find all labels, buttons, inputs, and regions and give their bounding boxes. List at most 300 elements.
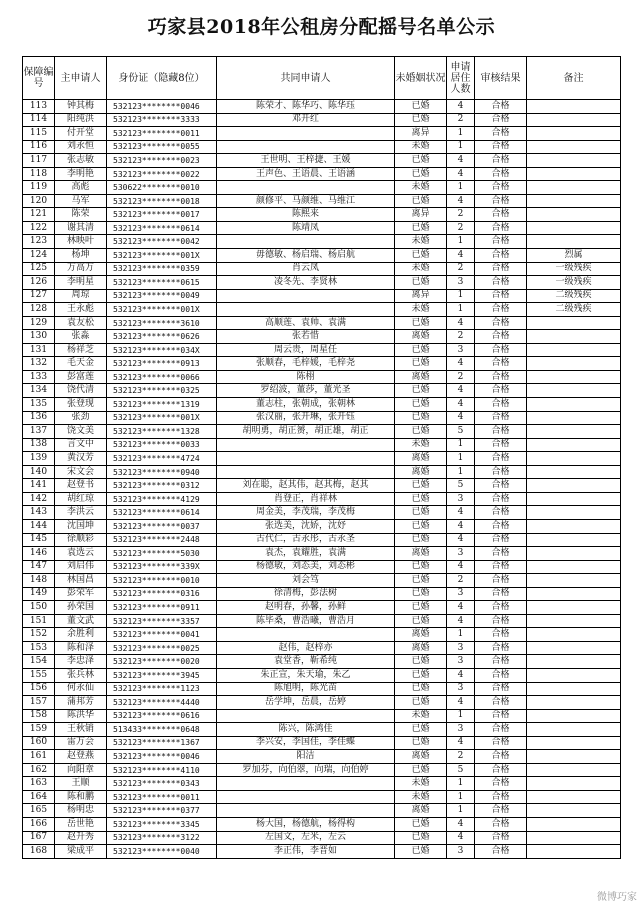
cell-persons: 3 — [447, 276, 475, 290]
cell-remark — [527, 845, 621, 859]
cell-persons: 5 — [447, 425, 475, 439]
table-row — [23, 533, 621, 547]
cell-idcard: 532123********1319 — [107, 398, 217, 412]
cell-remark — [527, 452, 621, 466]
cell-marital: 已婚 — [395, 601, 447, 615]
cell-result: 合格 — [475, 140, 527, 154]
cell-idcard: 532123********0033 — [107, 438, 217, 452]
table-header-row — [23, 57, 621, 100]
cell-marital: 已婚 — [395, 167, 447, 181]
cell-persons: 3 — [447, 587, 475, 601]
cell-applicant: 李忠泽 — [55, 655, 107, 669]
cell-id: 114 — [23, 113, 55, 127]
cell-id: 162 — [23, 763, 55, 777]
table-row — [23, 425, 621, 439]
cell-marital: 已婚 — [395, 763, 447, 777]
cell-applicant: 付开堂 — [55, 127, 107, 141]
cell-persons: 1 — [447, 790, 475, 804]
cell-applicant: 林国昌 — [55, 574, 107, 588]
cell-marital: 已婚 — [395, 560, 447, 574]
cell-coapplicants — [217, 452, 395, 466]
table-row — [23, 140, 621, 154]
cell-remark — [527, 330, 621, 344]
cell-marital: 已婚 — [395, 533, 447, 547]
cell-result: 合格 — [475, 113, 527, 127]
cell-persons: 2 — [447, 221, 475, 235]
cell-id: 124 — [23, 249, 55, 263]
cell-id: 134 — [23, 384, 55, 398]
cell-result: 合格 — [475, 763, 527, 777]
cell-remark — [527, 438, 621, 452]
cell-applicant: 向阳章 — [55, 763, 107, 777]
cell-coapplicants: 左国文，左米，左云 — [217, 831, 395, 845]
cell-marital: 已婚 — [395, 736, 447, 750]
cell-marital: 已婚 — [395, 587, 447, 601]
cell-coapplicants: 陈毕桑，曹浩曦，曹浩月 — [217, 614, 395, 628]
cell-remark — [527, 763, 621, 777]
cell-remark — [527, 492, 621, 506]
cell-persons: 4 — [447, 601, 475, 615]
cell-idcard: 513433********0648 — [107, 723, 217, 737]
cell-idcard: 532123********0055 — [107, 140, 217, 154]
table-row — [23, 492, 621, 506]
cell-id: 168 — [23, 845, 55, 859]
cell-id: 128 — [23, 303, 55, 317]
table-row — [23, 547, 621, 561]
table-row — [23, 628, 621, 642]
cell-persons: 1 — [447, 465, 475, 479]
cell-coapplicants — [217, 127, 395, 141]
table-row — [23, 384, 621, 398]
cell-coapplicants: 高顺莲、袁帅、袁满 — [217, 316, 395, 330]
table-row — [23, 817, 621, 831]
cell-id: 156 — [23, 682, 55, 696]
cell-result: 合格 — [475, 384, 527, 398]
cell-idcard: 532123********3333 — [107, 113, 217, 127]
table-row — [23, 289, 621, 303]
col-header-applicant: 主申请人 — [55, 57, 107, 100]
cell-id: 157 — [23, 696, 55, 710]
cell-id: 113 — [23, 100, 55, 114]
cell-applicant: 赵登燕 — [55, 750, 107, 764]
cell-persons: 1 — [447, 628, 475, 642]
cell-remark — [527, 696, 621, 710]
cell-marital: 离婚 — [395, 370, 447, 384]
cell-id: 140 — [23, 465, 55, 479]
cell-marital: 已婚 — [395, 154, 447, 168]
cell-id: 158 — [23, 709, 55, 723]
cell-coapplicants — [217, 181, 395, 195]
cell-result: 合格 — [475, 357, 527, 371]
cell-coapplicants: 陈荣才、陈华巧、陈华珏 — [217, 100, 395, 114]
cell-applicant: 袁选云 — [55, 547, 107, 561]
table-row — [23, 370, 621, 384]
table-row — [23, 682, 621, 696]
cell-coapplicants — [217, 709, 395, 723]
cell-idcard: 532123********0616 — [107, 709, 217, 723]
cell-coapplicants: 陈靖凤 — [217, 221, 395, 235]
cell-marital: 已婚 — [395, 519, 447, 533]
table-row — [23, 763, 621, 777]
cell-id: 122 — [23, 221, 55, 235]
cell-coapplicants: 罗加芬，向伯翠，向瑞，向伯婷 — [217, 763, 395, 777]
cell-marital: 已婚 — [395, 194, 447, 208]
cell-result: 合格 — [475, 398, 527, 412]
cell-persons: 4 — [447, 736, 475, 750]
cell-id: 123 — [23, 235, 55, 249]
cell-id: 129 — [23, 316, 55, 330]
cell-remark — [527, 411, 621, 425]
cell-persons: 3 — [447, 547, 475, 561]
cell-persons: 4 — [447, 167, 475, 181]
cell-id: 119 — [23, 181, 55, 195]
table-row — [23, 845, 621, 859]
cell-applicant: 饶文美 — [55, 425, 107, 439]
cell-idcard: 532123********4724 — [107, 452, 217, 466]
cell-remark — [527, 709, 621, 723]
cell-persons: 4 — [447, 831, 475, 845]
cell-idcard: 532123********0025 — [107, 641, 217, 655]
cell-marital: 未婚 — [395, 262, 447, 276]
cell-result: 合格 — [475, 533, 527, 547]
cell-marital: 未婚 — [395, 140, 447, 154]
cell-remark — [527, 506, 621, 520]
cell-idcard: 532123********3357 — [107, 614, 217, 628]
cell-applicant: 王永彪 — [55, 303, 107, 317]
cell-applicant: 张登现 — [55, 398, 107, 412]
cell-persons: 3 — [447, 343, 475, 357]
cell-id: 130 — [23, 330, 55, 344]
cell-result: 合格 — [475, 587, 527, 601]
cell-marital: 离婚 — [395, 465, 447, 479]
cell-remark — [527, 154, 621, 168]
cell-result: 合格 — [475, 696, 527, 710]
cell-idcard: 532123********0011 — [107, 127, 217, 141]
cell-persons: 2 — [447, 262, 475, 276]
cell-remark — [527, 140, 621, 154]
cell-result: 合格 — [475, 560, 527, 574]
cell-remark — [527, 790, 621, 804]
cell-coapplicants: 王声色、王语晨、王语涵 — [217, 167, 395, 181]
cell-coapplicants: 罗绍波，董莎，董光圣 — [217, 384, 395, 398]
cell-result: 合格 — [475, 208, 527, 222]
cell-applicant: 沈国坤 — [55, 519, 107, 533]
cell-result: 合格 — [475, 804, 527, 818]
cell-applicant: 万高万 — [55, 262, 107, 276]
cell-idcard: 532123********0046 — [107, 100, 217, 114]
cell-idcard: 532123********3345 — [107, 817, 217, 831]
table-row — [23, 655, 621, 669]
cell-remark — [527, 181, 621, 195]
cell-remark — [527, 736, 621, 750]
cell-id: 167 — [23, 831, 55, 845]
cell-idcard: 532123********1328 — [107, 425, 217, 439]
cell-idcard: 532123********0049 — [107, 289, 217, 303]
cell-remark — [527, 560, 621, 574]
cell-id: 144 — [23, 519, 55, 533]
cell-persons: 1 — [447, 127, 475, 141]
cell-idcard: 532123********0017 — [107, 208, 217, 222]
cell-applicant: 杨明忠 — [55, 804, 107, 818]
table-row — [23, 614, 621, 628]
cell-remark — [527, 127, 621, 141]
cell-persons: 5 — [447, 763, 475, 777]
cell-idcard: 532123********0614 — [107, 221, 217, 235]
cell-coapplicants: 赵伟，赵梓亦 — [217, 641, 395, 655]
cell-result: 合格 — [475, 330, 527, 344]
cell-marital: 离婚 — [395, 750, 447, 764]
table-row — [23, 100, 621, 114]
cell-marital: 已婚 — [395, 221, 447, 235]
table-row — [23, 587, 621, 601]
cell-id: 139 — [23, 452, 55, 466]
cell-applicant: 杨祥芝 — [55, 343, 107, 357]
cell-applicant: 张淼 — [55, 330, 107, 344]
cell-remark: 二级残疾 — [527, 303, 621, 317]
cell-id: 115 — [23, 127, 55, 141]
cell-applicant: 彭荣军 — [55, 587, 107, 601]
cell-persons: 3 — [447, 641, 475, 655]
cell-idcard: 532123********0615 — [107, 276, 217, 290]
cell-persons: 4 — [447, 519, 475, 533]
cell-applicant: 胡红琼 — [55, 492, 107, 506]
table-row — [23, 438, 621, 452]
cell-id: 160 — [23, 736, 55, 750]
cell-persons: 3 — [447, 655, 475, 669]
cell-marital: 已婚 — [395, 696, 447, 710]
cell-remark — [527, 547, 621, 561]
cell-marital: 已婚 — [395, 357, 447, 371]
cell-coapplicants — [217, 289, 395, 303]
table-row — [23, 221, 621, 235]
cell-coapplicants: 刘在聪，赵其伟，赵其梅，赵其 — [217, 479, 395, 493]
table-row — [23, 777, 621, 791]
cell-id: 135 — [23, 398, 55, 412]
cell-marital: 已婚 — [395, 655, 447, 669]
cell-idcard: 532123********1367 — [107, 736, 217, 750]
cell-marital: 离婚 — [395, 547, 447, 561]
cell-idcard: 532123********001X — [107, 411, 217, 425]
cell-idcard: 532123********0614 — [107, 506, 217, 520]
cell-persons: 1 — [447, 303, 475, 317]
cell-marital: 已婚 — [395, 343, 447, 357]
table-row — [23, 506, 621, 520]
cell-result: 合格 — [475, 492, 527, 506]
cell-persons: 1 — [447, 438, 475, 452]
cell-idcard: 532123********0066 — [107, 370, 217, 384]
cell-idcard: 532123********3610 — [107, 316, 217, 330]
cell-idcard: 532123********3122 — [107, 831, 217, 845]
cell-result: 合格 — [475, 723, 527, 737]
cell-result: 合格 — [475, 668, 527, 682]
cell-applicant: 徐顺彩 — [55, 533, 107, 547]
cell-id: 137 — [23, 425, 55, 439]
cell-id: 166 — [23, 817, 55, 831]
cell-persons: 4 — [447, 614, 475, 628]
col-header-marital: 未婚姻状况 — [395, 57, 447, 100]
cell-marital: 离异 — [395, 127, 447, 141]
cell-persons: 2 — [447, 113, 475, 127]
cell-coapplicants: 李正伟，李晋如 — [217, 845, 395, 859]
col-header-result: 审核结果 — [475, 57, 527, 100]
cell-result: 合格 — [475, 479, 527, 493]
cell-coapplicants — [217, 804, 395, 818]
cell-result: 合格 — [475, 235, 527, 249]
cell-marital: 离婚 — [395, 330, 447, 344]
cell-remark — [527, 194, 621, 208]
cell-id: 120 — [23, 194, 55, 208]
cell-applicant: 李洪云 — [55, 506, 107, 520]
cell-applicant: 蒲邦芳 — [55, 696, 107, 710]
cell-marital: 已婚 — [395, 411, 447, 425]
cell-result: 合格 — [475, 167, 527, 181]
cell-remark — [527, 601, 621, 615]
cell-id: 142 — [23, 492, 55, 506]
cell-id: 164 — [23, 790, 55, 804]
cell-idcard: 532123********5030 — [107, 547, 217, 561]
cell-id: 148 — [23, 574, 55, 588]
cell-applicant: 赵登书 — [55, 479, 107, 493]
cell-coapplicants — [217, 235, 395, 249]
cell-coapplicants: 陈兴，陈鸿佳 — [217, 723, 395, 737]
cell-applicant: 张兵林 — [55, 668, 107, 682]
cell-id: 132 — [23, 357, 55, 371]
cell-id: 133 — [23, 370, 55, 384]
cell-applicant: 彭富莲 — [55, 370, 107, 384]
cell-persons: 1 — [447, 181, 475, 195]
cell-coapplicants: 陈熙来 — [217, 208, 395, 222]
cell-id: 161 — [23, 750, 55, 764]
cell-coapplicants — [217, 628, 395, 642]
table-row — [23, 519, 621, 533]
cell-idcard: 532123********4440 — [107, 696, 217, 710]
cell-marital: 已婚 — [395, 425, 447, 439]
cell-persons: 3 — [447, 492, 475, 506]
cell-result: 合格 — [475, 100, 527, 114]
cell-remark — [527, 384, 621, 398]
cell-marital: 未婚 — [395, 438, 447, 452]
cell-idcard: 532123********0018 — [107, 194, 217, 208]
cell-persons: 2 — [447, 370, 475, 384]
table-row — [23, 181, 621, 195]
cell-marital: 已婚 — [395, 682, 447, 696]
table-row — [23, 398, 621, 412]
cell-coapplicants: 古代仁，古永彤，古永圣 — [217, 533, 395, 547]
cell-applicant: 李明星 — [55, 276, 107, 290]
cell-result: 合格 — [475, 343, 527, 357]
cell-result: 合格 — [475, 601, 527, 615]
cell-coapplicants: 陈栩 — [217, 370, 395, 384]
cell-applicant: 杨坤 — [55, 249, 107, 263]
cell-coapplicants: 陈旭明，陈光苗 — [217, 682, 395, 696]
cell-id: 145 — [23, 533, 55, 547]
cell-result: 合格 — [475, 777, 527, 791]
cell-result: 合格 — [475, 276, 527, 290]
cell-coapplicants: 胡明勇，胡正赟，胡正雄，胡正 — [217, 425, 395, 439]
cell-remark — [527, 100, 621, 114]
cell-idcard: 532123********3945 — [107, 668, 217, 682]
cell-coapplicants: 张顺春，毛梓媛，毛梓尧 — [217, 357, 395, 371]
cell-applicant: 刘启伟 — [55, 560, 107, 574]
cell-remark — [527, 465, 621, 479]
cell-marital: 已婚 — [395, 316, 447, 330]
cell-applicant: 陈和泽 — [55, 641, 107, 655]
cell-id: 154 — [23, 655, 55, 669]
cell-id: 155 — [23, 668, 55, 682]
cell-persons: 1 — [447, 777, 475, 791]
cell-coapplicants: 董志柱，张朝成，张朝林 — [217, 398, 395, 412]
cell-idcard: 532123********4129 — [107, 492, 217, 506]
cell-remark — [527, 208, 621, 222]
cell-remark — [527, 682, 621, 696]
cell-remark — [527, 614, 621, 628]
table-row — [23, 452, 621, 466]
cell-idcard: 532123********1123 — [107, 682, 217, 696]
cell-applicant: 岳世艳 — [55, 817, 107, 831]
table-row — [23, 750, 621, 764]
cell-remark — [527, 370, 621, 384]
cell-idcard: 532123********0022 — [107, 167, 217, 181]
cell-coapplicants: 张选美，沈娇，沈妤 — [217, 519, 395, 533]
table-row — [23, 167, 621, 181]
cell-id: 118 — [23, 167, 55, 181]
cell-result: 合格 — [475, 316, 527, 330]
cell-idcard: 532123********0037 — [107, 519, 217, 533]
table-row — [23, 357, 621, 371]
cell-persons: 2 — [447, 208, 475, 222]
cell-result: 合格 — [475, 736, 527, 750]
cell-result: 合格 — [475, 438, 527, 452]
cell-idcard: 532123********0046 — [107, 750, 217, 764]
cell-idcard: 532123********0011 — [107, 790, 217, 804]
cell-coapplicants: 袁杰，袁耀胜，袁满 — [217, 547, 395, 561]
cell-coapplicants: 岳学坤，岳晨，岳婷 — [217, 696, 395, 710]
cell-remark: 一级残疾 — [527, 262, 621, 276]
cell-coapplicants: 肖登正，肖祥林 — [217, 492, 395, 506]
cell-marital: 已婚 — [395, 723, 447, 737]
cell-id: 141 — [23, 479, 55, 493]
cell-applicant: 王秋销 — [55, 723, 107, 737]
cell-id: 143 — [23, 506, 55, 520]
cell-coapplicants: 周云贵，周星任 — [217, 343, 395, 357]
cell-persons: 4 — [447, 668, 475, 682]
cell-applicant: 陈荣 — [55, 208, 107, 222]
cell-marital: 未婚 — [395, 709, 447, 723]
cell-persons: 4 — [447, 316, 475, 330]
cell-coapplicants — [217, 140, 395, 154]
cell-marital: 已婚 — [395, 574, 447, 588]
cell-coapplicants: 刘会笃 — [217, 574, 395, 588]
cell-id: 117 — [23, 154, 55, 168]
table-row — [23, 696, 621, 710]
table-row — [23, 465, 621, 479]
cell-applicant: 陈和鹏 — [55, 790, 107, 804]
cell-id: 147 — [23, 560, 55, 574]
table-row — [23, 127, 621, 141]
table-row — [23, 641, 621, 655]
col-header-idcard: 身份证（隐藏8位） — [107, 57, 217, 100]
cell-idcard: 532123********0343 — [107, 777, 217, 791]
table-row — [23, 343, 621, 357]
cell-marital: 已婚 — [395, 249, 447, 263]
cell-applicant: 毛天金 — [55, 357, 107, 371]
cell-marital: 离异 — [395, 208, 447, 222]
cell-marital: 已婚 — [395, 398, 447, 412]
cell-marital: 已婚 — [395, 479, 447, 493]
cell-id: 126 — [23, 276, 55, 290]
cell-applicant: 赵升秀 — [55, 831, 107, 845]
cell-id: 152 — [23, 628, 55, 642]
